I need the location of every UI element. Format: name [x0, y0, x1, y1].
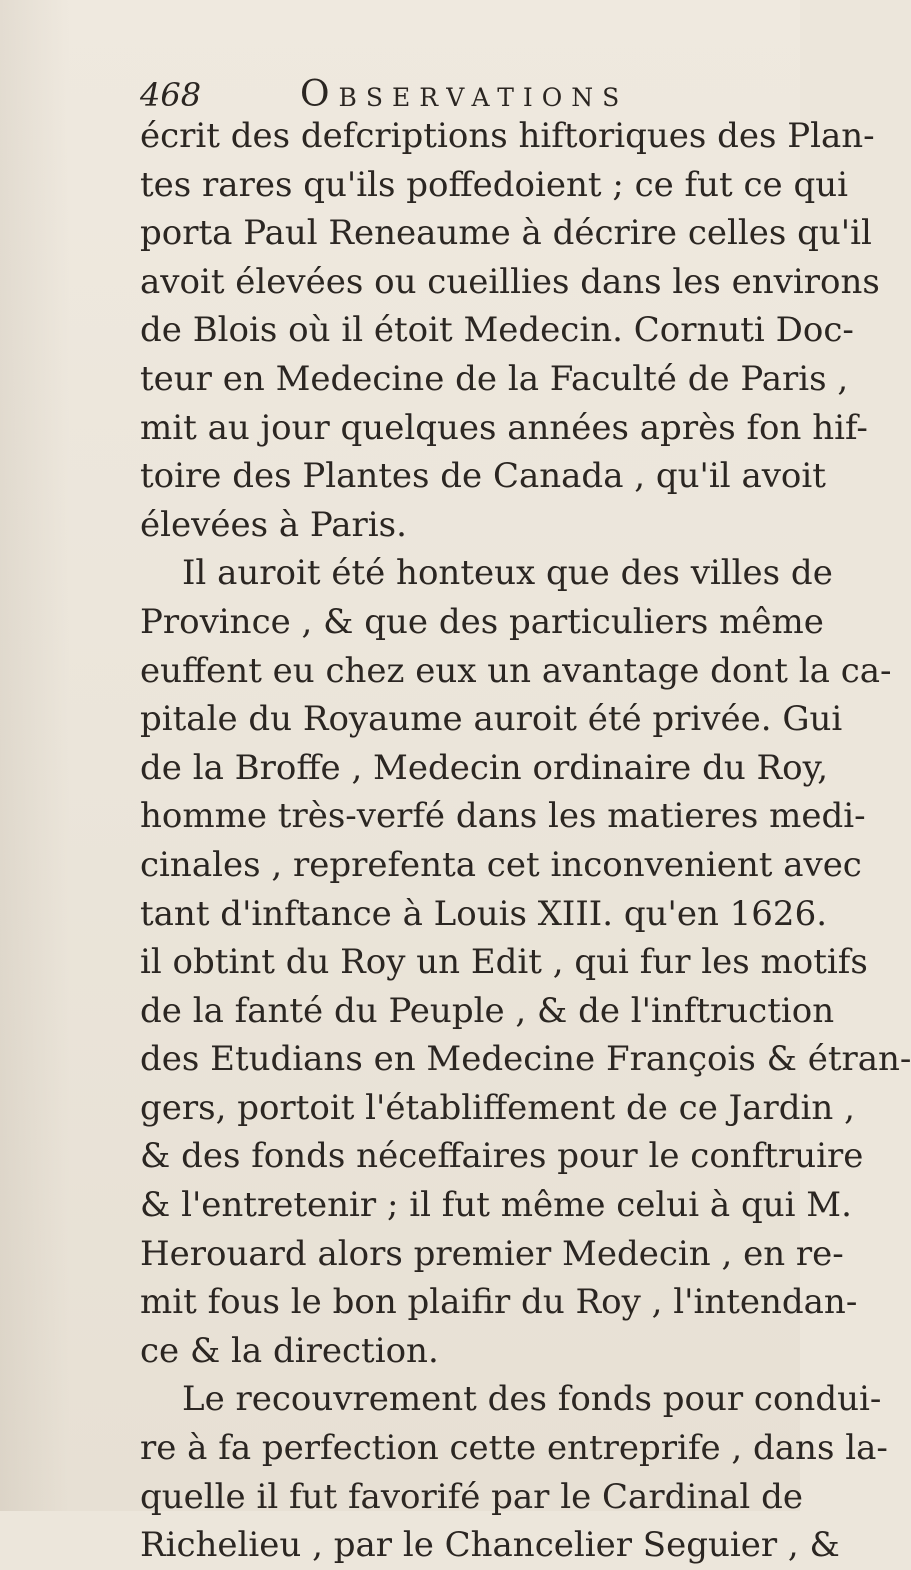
text-line: cinales , reprefenta cet inconvenient avec	[140, 844, 862, 885]
binding-gutter-shadow	[0, 0, 70, 1511]
text-line: mit fous le bon plaifir du Roy , l'intendan-	[140, 1282, 858, 1323]
text-line: de la Broffe , Medecin ordinaire du Roy,	[140, 747, 829, 788]
text-line: homme très-verfé dans les matieres medi-	[140, 796, 866, 837]
text-line: Richelieu , par le Chancelier Seguier , &	[140, 1525, 840, 1566]
text-line: des Etudians en Medecine François & étran-	[140, 1039, 911, 1080]
text-line: Herouard alors premier Medecin , en re-	[140, 1233, 844, 1274]
text-line-paragraph-start: Il auroit été honteux que des villes de	[182, 553, 833, 594]
text-line: mit au jour quelques années après fon hif-	[140, 407, 868, 448]
text-line: tant d'inftance à Louis XIII. qu'en 1626.	[140, 893, 828, 934]
text-line: porta Paul Reneaume à décrire celles qu'il	[140, 213, 872, 254]
text-line: quelle il fut favorifé par le Cardinal de	[140, 1476, 803, 1517]
text-line: re à fa perfection cette entreprife , dans la-	[140, 1428, 888, 1469]
text-line-paragraph-start: Le recouvrement des fonds pour condui-	[182, 1379, 882, 1420]
text-line: de la fanté du Peuple , & de l'inftruction	[140, 990, 835, 1031]
page-number: 468	[140, 76, 202, 114]
text-line: de Blois où il étoit Medecin. Cornuti Doc-	[140, 310, 854, 351]
text-line: Province , & que des particuliers même	[140, 601, 824, 642]
text-line: & des fonds néceffaires pour le conftruire	[140, 1136, 864, 1177]
text-line: gers, portoit l'établiffement de ce Jardin ,	[140, 1087, 855, 1128]
text-line: euffent eu chez eux un avantage dont la ca-	[140, 650, 892, 691]
text-line-paragraph-end: ce & la direction.	[140, 1330, 439, 1371]
text-line: écrit des defcriptions hiftoriques des Plan-	[140, 116, 875, 156]
text-line: & l'entretenir ; il fut même celui à qui M.	[140, 1185, 852, 1226]
body-text	[140, 112, 911, 1570]
text-line: pitale du Royaume auroit été privée. Gui	[140, 699, 843, 740]
text-line: teur en Medecine de la Faculté de Paris ,	[140, 358, 849, 399]
running-head: Observations	[300, 74, 629, 115]
text-line: tes rares qu'ils poffedoient ; ce fut ce qui	[140, 164, 849, 205]
text-line-paragraph-end: élevées à Paris.	[140, 504, 407, 545]
text-line: avoit élevées ou cueillies dans les environs	[140, 261, 880, 302]
text-line: il obtint du Roy un Edit , qui fur les motifs	[140, 942, 868, 983]
text-line: toire des Plantes de Canada , qu'il avoit	[140, 456, 826, 497]
